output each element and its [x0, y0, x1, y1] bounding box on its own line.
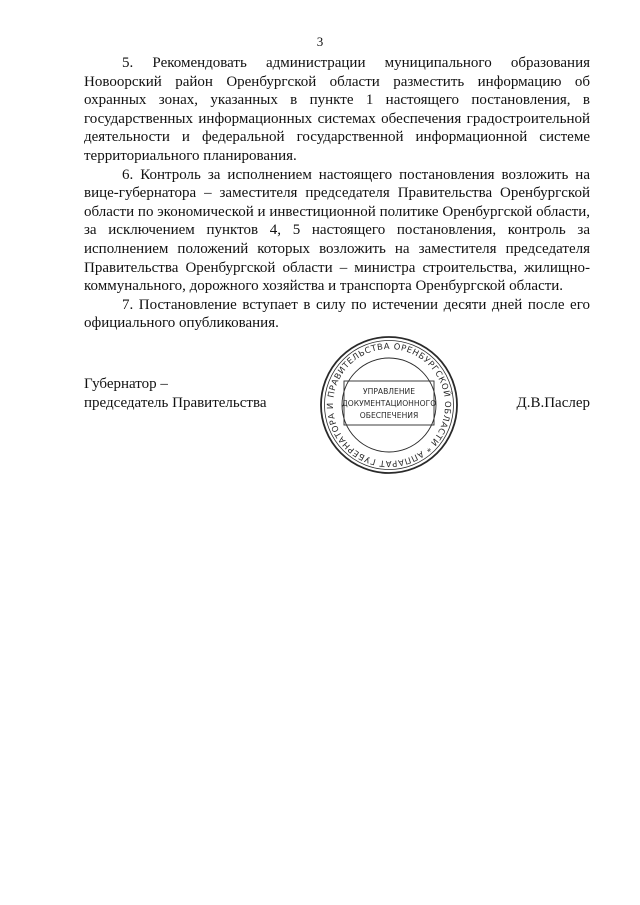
signatory-title — [84, 375, 267, 413]
signatory-title-line-1: Губернатор – — [84, 376, 168, 392]
paragraph-7: 7. Постановление вступает в силу по истечении десяти дней после его официального опубликования. — [84, 296, 590, 332]
page-number: 3 — [316, 34, 324, 49]
signatory-title-line-2: председатель Правительства — [84, 395, 267, 411]
stamp-seal-graphic — [318, 334, 460, 476]
stamp-center-line-3: ОБЕСПЕЧЕНИЯ — [359, 411, 419, 420]
stamp-ring-text: ПРАВИТЕЛЬСТВА ОРЕНБУРГСКОЙ ОБЛАСТИ * АППАРАТ ГУБЕРНАТОРА И — [324, 340, 454, 470]
official-stamp — [318, 334, 460, 476]
paragraph-5: 5. Рекомендовать администрации муниципального образования Новоорский район Оренбургской области разместить информацию об охранных зонах, указанных в пункте 1 настоящего постановления, в государственных информационных системах обеспечения градостроительной деятельности и федеральной государственной информационной системе территориального планирования. — [84, 55, 590, 164]
document-body — [84, 54, 590, 333]
signatory-name: Д.В.Паслер — [516, 395, 590, 411]
stamp-center-line-2: ДОКУМЕНТАЦИОННОГО — [341, 399, 437, 408]
paragraph-6: 6. Контроль за исполнением настоящего постановления возложить на вице-губернатора – заместителя председателя Правительства Оренбургской области по экономической и инвестиционной политике Оренбургской области, за исключением пунктов 4, 5 настоящего постановления, контроль за исполнением положений которых возложить на заместителя председателя Правительства Оренбургской области – министра строительства, жилищно-коммунального, дорожного хозяйства и транспорта Оренбургской области. — [84, 166, 590, 295]
stamp-center-line-1: УПРАВЛЕНИЕ — [362, 387, 416, 396]
